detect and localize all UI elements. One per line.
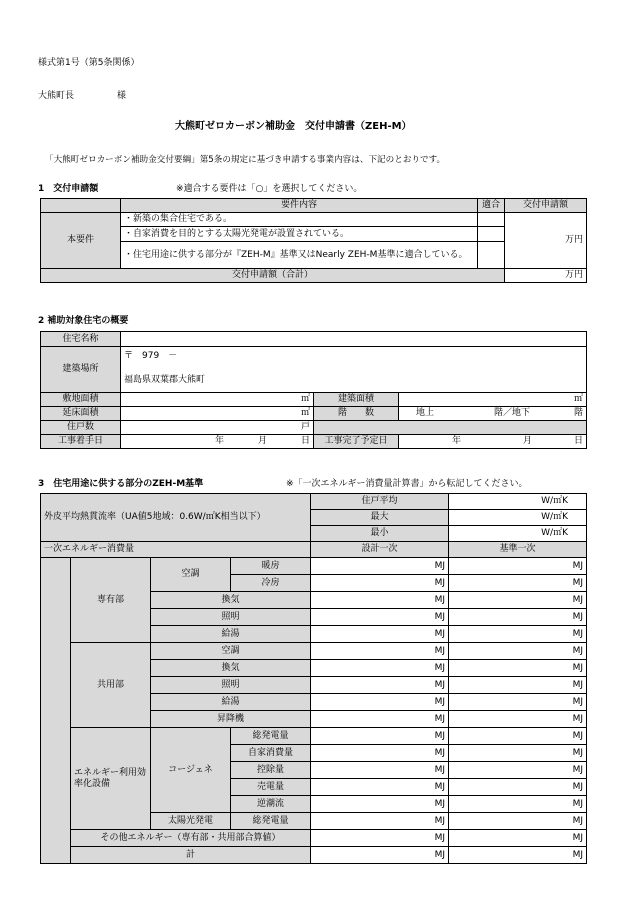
mj-unit: MJ <box>572 832 583 843</box>
table-row[interactable] <box>449 830 587 847</box>
mj-unit: MJ <box>434 815 445 826</box>
table-row[interactable] <box>311 694 449 711</box>
mj-unit: MJ <box>434 662 445 673</box>
mj-unit: MJ <box>572 781 583 792</box>
start-month: 月 <box>257 436 267 447</box>
ua-average-label: 住戸平均 <box>311 494 449 510</box>
floor-area-input[interactable] <box>121 407 314 421</box>
design-header: 設計一次 <box>311 542 449 558</box>
requirement-1: ・新築の集合住宅である。 <box>121 213 478 227</box>
other-energy-label: その他エネルギー（専有部・共用部合算値） <box>71 830 311 847</box>
ua-max-label: 最大 <box>311 510 449 526</box>
sold-power-label: 売電量 <box>231 779 311 796</box>
mj-unit: MJ <box>572 662 583 673</box>
table-row[interactable] <box>311 660 449 677</box>
mj-unit: MJ <box>434 798 445 809</box>
table-row[interactable] <box>449 609 587 626</box>
floors-input[interactable] <box>399 407 587 421</box>
total-amount-label: 交付申請額（合計） <box>41 269 505 283</box>
intro-text: 「大熊町ゼロカーボン補助金交付要綱」第5条の規定に基づき申請する事業内容は、下記のとおりです。 <box>45 155 446 165</box>
table-row[interactable] <box>449 677 587 694</box>
end-month: 月 <box>522 436 532 447</box>
table-row[interactable] <box>449 711 587 728</box>
above-ground-label: 地上 <box>416 408 435 419</box>
exclusive-light-label: 照明 <box>151 609 311 626</box>
application-amount-table <box>40 198 587 283</box>
mj-unit: MJ <box>572 713 583 724</box>
mj-unit: MJ <box>572 611 583 622</box>
house-name-input[interactable] <box>121 332 587 347</box>
elevator-label: 昇降機 <box>151 711 311 728</box>
table-row[interactable] <box>449 575 587 592</box>
solar-label: 太陽光発電 <box>151 813 231 830</box>
self-consumption-label: 自家消費量 <box>231 745 311 762</box>
total-amount-input[interactable] <box>505 269 587 283</box>
ua-average-unit: W/㎡K <box>541 496 568 507</box>
postal-code: 〒 979 － <box>124 351 178 361</box>
building-area-input[interactable] <box>399 393 587 407</box>
start-date-label: 工事着手日 <box>41 435 121 449</box>
table-row[interactable] <box>449 626 587 643</box>
mj-unit: MJ <box>434 679 445 690</box>
common-light-label: 照明 <box>151 677 311 694</box>
table-row[interactable] <box>449 745 587 762</box>
table-row[interactable] <box>449 813 587 830</box>
common-label: 共用部 <box>71 643 151 728</box>
requirement-2-check[interactable] <box>478 227 505 242</box>
deduction-label: 控除量 <box>231 762 311 779</box>
end-date-label: 工事完了予定日 <box>314 435 399 449</box>
mj-unit: MJ <box>434 611 445 622</box>
req-content-header: 要件内容 <box>121 199 478 213</box>
cogen-generation-label: 総発電量 <box>231 728 311 745</box>
mj-unit: MJ <box>434 696 445 707</box>
total-label: 計 <box>71 847 311 864</box>
main-requirement-label: 本要件 <box>41 213 121 269</box>
energy-label: 一次エネルギー消費量 <box>41 542 311 558</box>
mj-unit: MJ <box>434 628 445 639</box>
table-row[interactable] <box>449 558 587 575</box>
mj-unit: MJ <box>434 560 445 571</box>
table-row[interactable] <box>311 575 449 592</box>
table-row[interactable] <box>449 592 587 609</box>
table-row[interactable] <box>449 847 587 864</box>
addressee-honorific: 様 <box>117 91 127 101</box>
table-row[interactable] <box>449 694 587 711</box>
mj-unit: MJ <box>434 832 445 843</box>
mj-unit: MJ <box>434 713 445 724</box>
total-amount-unit: 万円 <box>564 270 583 281</box>
mj-unit: MJ <box>572 764 583 775</box>
site-area-input[interactable] <box>121 393 314 407</box>
section3-note: ※「一次エネルギー消費量計算書」から転記してください。 <box>286 479 528 489</box>
table-row[interactable] <box>449 728 587 745</box>
table-row[interactable] <box>311 728 449 745</box>
table-row[interactable] <box>311 813 449 830</box>
solar-generation-label: 総発電量 <box>231 813 311 830</box>
mj-unit: MJ <box>434 781 445 792</box>
building-area-label: 建築面積 <box>314 393 399 407</box>
exclusive-hotwater-label: 給湯 <box>151 626 311 643</box>
amount-header: 交付申請額 <box>505 199 587 213</box>
mj-unit: MJ <box>572 577 583 588</box>
building-area-unit: ㎡ <box>573 394 583 405</box>
mj-unit: MJ <box>434 849 445 860</box>
exclusive-label: 専有部 <box>71 558 151 643</box>
ua-min-input[interactable] <box>449 526 587 542</box>
requirement-1-check[interactable] <box>478 213 505 227</box>
location-input[interactable] <box>121 347 587 393</box>
ua-average-input[interactable] <box>449 494 587 510</box>
mj-unit: MJ <box>434 764 445 775</box>
mj-unit: MJ <box>572 679 583 690</box>
table-row[interactable] <box>311 626 449 643</box>
cogen-label: コージェネ <box>151 728 231 813</box>
amount-unit: 万円 <box>564 235 583 246</box>
zeh-standard-table <box>40 493 587 864</box>
addressee-name: 大熊町長 <box>38 91 75 101</box>
table-row[interactable] <box>449 796 587 813</box>
reverse-flow-label: 逆潮流 <box>231 796 311 813</box>
form-number: 様式第1号（第5条関係） <box>38 58 140 68</box>
section3-heading: 3 住宅用途に供する部分のZEH-M基準 <box>38 479 204 489</box>
exclusive-vent-label: 換気 <box>151 592 311 609</box>
start-date-input[interactable] <box>121 435 314 449</box>
address-text: 福島県双葉郡大熊町 <box>124 374 206 385</box>
mj-unit: MJ <box>434 594 445 605</box>
common-hotwater-label: 給湯 <box>151 694 311 711</box>
mj-unit: MJ <box>572 560 583 571</box>
mj-unit: MJ <box>572 628 583 639</box>
location-label: 建築場所 <box>41 347 121 393</box>
mj-unit: MJ <box>434 645 445 656</box>
house-name-label: 住宅名称 <box>41 332 121 347</box>
mj-unit: MJ <box>572 849 583 860</box>
ua-min-unit: W/㎡K <box>541 528 568 539</box>
section2-heading: 2 補助対象住宅の概要 <box>38 316 129 326</box>
start-year: 年 <box>214 436 224 447</box>
table-row[interactable] <box>311 796 449 813</box>
units-label: 住戸数 <box>41 421 121 435</box>
mj-unit: MJ <box>572 730 583 741</box>
requirement-3-check[interactable] <box>478 242 505 269</box>
table-row[interactable] <box>311 711 449 728</box>
fit-header: 適合 <box>478 199 505 213</box>
floors-label: 階 数 <box>314 407 399 421</box>
table-row[interactable] <box>449 643 587 660</box>
table-row[interactable] <box>311 592 449 609</box>
common-ac-label: 空調 <box>151 643 311 660</box>
table-row[interactable] <box>449 779 587 796</box>
units-unit: 戸 <box>300 422 310 433</box>
requirement-2: ・自家消費を目的とする太陽光発電が設置されている。 <box>121 227 478 242</box>
mj-unit: MJ <box>572 645 583 656</box>
exclusive-ac-label: 空調 <box>151 558 231 592</box>
table-row[interactable] <box>311 745 449 762</box>
floor-unit: 階 <box>573 408 583 419</box>
table-row[interactable] <box>311 609 449 626</box>
ua-max-unit: W/㎡K <box>541 512 568 523</box>
mj-unit: MJ <box>572 798 583 809</box>
table-row[interactable] <box>311 779 449 796</box>
start-day: 日 <box>300 436 310 447</box>
requirement-3: ・住宅用途に供する部分が『ZEH-M』基準又はNearly ZEH-M基準に適合している。 <box>121 242 478 269</box>
ua-min-label: 最小 <box>311 526 449 542</box>
end-date-input[interactable] <box>399 435 587 449</box>
floor-area-unit: ㎡ <box>300 408 310 419</box>
base-header: 基準一次 <box>449 542 587 558</box>
cooling-label: 冷房 <box>231 575 311 592</box>
section1-heading: 1 交付申請額 <box>38 184 99 194</box>
table-row[interactable] <box>311 830 449 847</box>
mj-unit: MJ <box>572 696 583 707</box>
table-row[interactable] <box>311 677 449 694</box>
end-day: 日 <box>573 436 583 447</box>
table-row[interactable] <box>449 762 587 779</box>
mj-unit: MJ <box>572 594 583 605</box>
amount-input[interactable] <box>505 213 587 269</box>
common-vent-label: 換気 <box>151 660 311 677</box>
table-row[interactable] <box>311 643 449 660</box>
site-area-unit: ㎡ <box>300 394 310 405</box>
units-input[interactable] <box>121 421 314 435</box>
page-title: 大熊町ゼロカーボン補助金 交付申請書（ZEH-M） <box>175 121 412 132</box>
table-row[interactable] <box>311 558 449 575</box>
heating-label: 暖房 <box>231 558 311 575</box>
mj-unit: MJ <box>434 747 445 758</box>
ua-label: 外皮平均熱貫流率（UA値5地域：0.6W/㎡K相当以下） <box>41 494 311 542</box>
floor-below-label: 階／地下 <box>494 408 531 419</box>
efficiency-equipment-label: エネルギー利用効率化設備 <box>71 728 151 830</box>
section1-note: ※適合する要件は「○」を選択してください。 <box>176 184 363 194</box>
table-row[interactable] <box>311 847 449 864</box>
table-row[interactable] <box>311 762 449 779</box>
mj-unit: MJ <box>572 747 583 758</box>
table-row[interactable] <box>449 660 587 677</box>
mj-unit: MJ <box>434 577 445 588</box>
mj-unit: MJ <box>434 730 445 741</box>
site-area-label: 敷地面積 <box>41 393 121 407</box>
floor-area-label: 延床面積 <box>41 407 121 421</box>
housing-overview-table <box>40 331 587 449</box>
end-year: 年 <box>451 436 461 447</box>
mj-unit: MJ <box>572 815 583 826</box>
ua-max-input[interactable] <box>449 510 587 526</box>
